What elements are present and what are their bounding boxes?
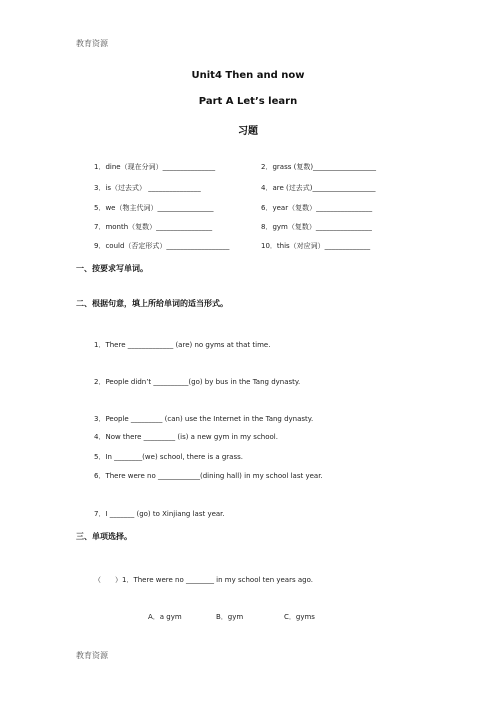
vocab-item: 3．is（过去式） _______________ <box>94 184 201 192</box>
fill-item: 1．There _____________ (are) no gyms at that time. <box>94 341 271 349</box>
fill-item: 3．People _________ (can) use the Internet in the Tang dynasty. <box>94 415 314 423</box>
option-b: B．gym <box>216 613 244 621</box>
vocab-item: 6．year（复数）________________ <box>261 204 373 212</box>
part-title: Part A Let’s learn <box>198 96 298 107</box>
exercise-title: 习题 <box>238 126 258 137</box>
fill-item: 4．Now there _________ (is) a new gym in my school. <box>94 433 278 441</box>
section-2-title: 二、根据句意，填上所给单词的适当形式。 <box>76 299 228 308</box>
vocab-item: 2．grass (复数)__________________ <box>261 163 377 171</box>
fill-item: 5．In ________(we) school, there is a grass. <box>94 453 243 461</box>
vocab-item: 7．month（复数）________________ <box>94 223 213 231</box>
fill-item: 2．People didn’t __________(go) by bus in the Tang dynasty. <box>94 378 301 386</box>
fill-item: 7．I _______ (go) to Xinjiang last year. <box>94 510 225 518</box>
option-a: A．a gym <box>148 613 182 621</box>
vocab-item: 9．could（否定形式）__________________ <box>94 242 230 250</box>
vocab-item: 10．this（对应词）_____________ <box>261 242 371 250</box>
page-header: 教育资源 <box>76 39 108 48</box>
vocab-item: 4．are (过去式)__________________ <box>261 184 376 192</box>
choice-question: （ ）1．There were no ________ in my school ten years ago. <box>94 576 313 584</box>
section-3-title: 三、单项选择。 <box>76 532 132 541</box>
vocab-item: 5．we（物主代词）________________ <box>94 204 214 212</box>
vocab-item: 8．gym（复数）________________ <box>261 223 372 231</box>
vocab-item: 1．dine（现在分词）_______________ <box>94 163 216 171</box>
unit-title: Unit4 Then and now <box>191 70 305 81</box>
page-footer: 教育资源 <box>76 651 108 660</box>
fill-item: 6．There were no ____________(dining hall) in my school last year. <box>94 472 323 480</box>
option-c: C．gyms <box>284 613 315 621</box>
section-1-title: 一、按要求写单词。 <box>76 264 148 273</box>
